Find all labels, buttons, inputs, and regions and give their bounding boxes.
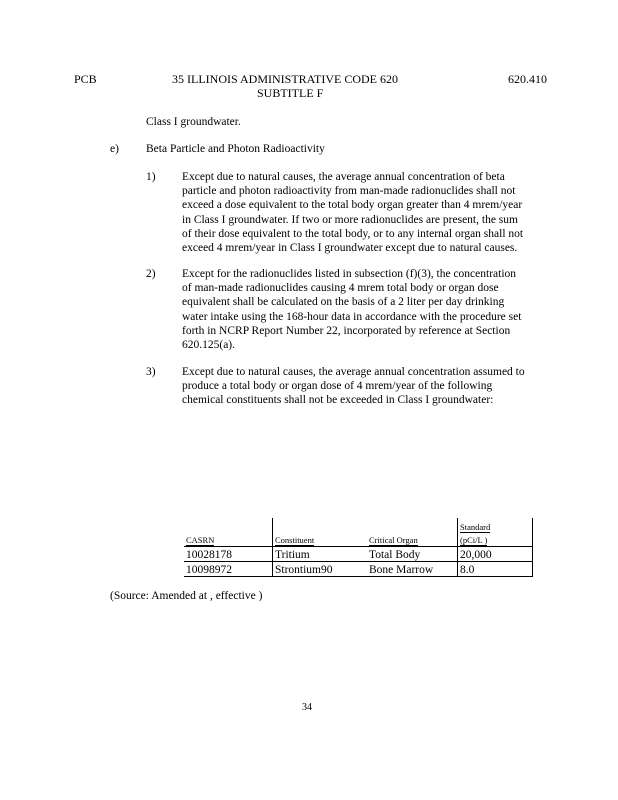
constituent-table xyxy=(184,518,533,577)
item-3-marker: 3) xyxy=(146,366,156,378)
cell-casrn: 10028178 xyxy=(186,549,232,561)
header-standard: Standard xyxy=(460,522,491,532)
item-1-marker: 1) xyxy=(146,171,156,183)
header-title: 35 ILLINOIS ADMINISTRATIVE CODE 620 xyxy=(172,72,398,86)
item-1-text: Except due to natural causes, the average annual concentration of beta particle and photon radioactivity from man-made radionuclides shall not exceed a dose equivalent to the total body organ greater than 4 mrem/year in Class I groundwater. If two or more radionuclides are present, the sum of their dose equivalent to the total body, or to any internal organ shall not exceed 4 mrem/year in Class I groundwater except due to natural causes. xyxy=(182,171,524,255)
header-casrn: CASRN xyxy=(186,535,215,545)
header-standard-unit: (pCi/L ) xyxy=(460,535,488,545)
header-critical-organ: Critical Organ xyxy=(369,535,418,545)
header-constituent: Constituent xyxy=(275,535,315,545)
table-row xyxy=(184,547,533,562)
header-left: PCB xyxy=(74,72,97,86)
page-number: 34 xyxy=(302,702,312,713)
cell-casrn: 10098972 xyxy=(186,564,232,576)
section-e-marker: e) xyxy=(110,143,119,155)
cell-organ: Total Body xyxy=(369,549,421,561)
cell-constituent: Strontium90 xyxy=(273,562,368,577)
cell-constituent: Tritium xyxy=(273,547,368,562)
item-2-marker: 2) xyxy=(146,268,156,280)
cell-standard: 20,000 xyxy=(458,547,533,562)
section-e-title: Beta Particle and Photon Radioactivity xyxy=(146,143,325,155)
source-note: (Source: Amended at , effective ) xyxy=(110,590,263,602)
item-2-text: Except for the radionuclides listed in subsection (f)(3), the concentration of man-made radionuclides causing 4 mrem total body or organ dose equivalent shall be calculated on the basis of a 2 liter per day drinking water intake using the 168-hour data in accordance with the procedure set forth in NCRP Report Number 22, incorporated by reference at Section 620.125(a). xyxy=(182,268,522,352)
cell-standard: 8.0 xyxy=(458,562,533,577)
intro-line: Class I groundwater. xyxy=(146,116,241,128)
table-row xyxy=(184,562,533,577)
cell-organ: Bone Marrow xyxy=(369,564,434,576)
item-3-text: Except due to natural causes, the average annual concentration assumed to produce a total body or organ dose of 4 mrem/year of the following chemical constituents shall not be exceeded in Class I groundwater: xyxy=(182,366,525,407)
header-subtitle: SUBTITLE F xyxy=(257,86,324,100)
header-section-number: 620.410 xyxy=(508,72,547,86)
